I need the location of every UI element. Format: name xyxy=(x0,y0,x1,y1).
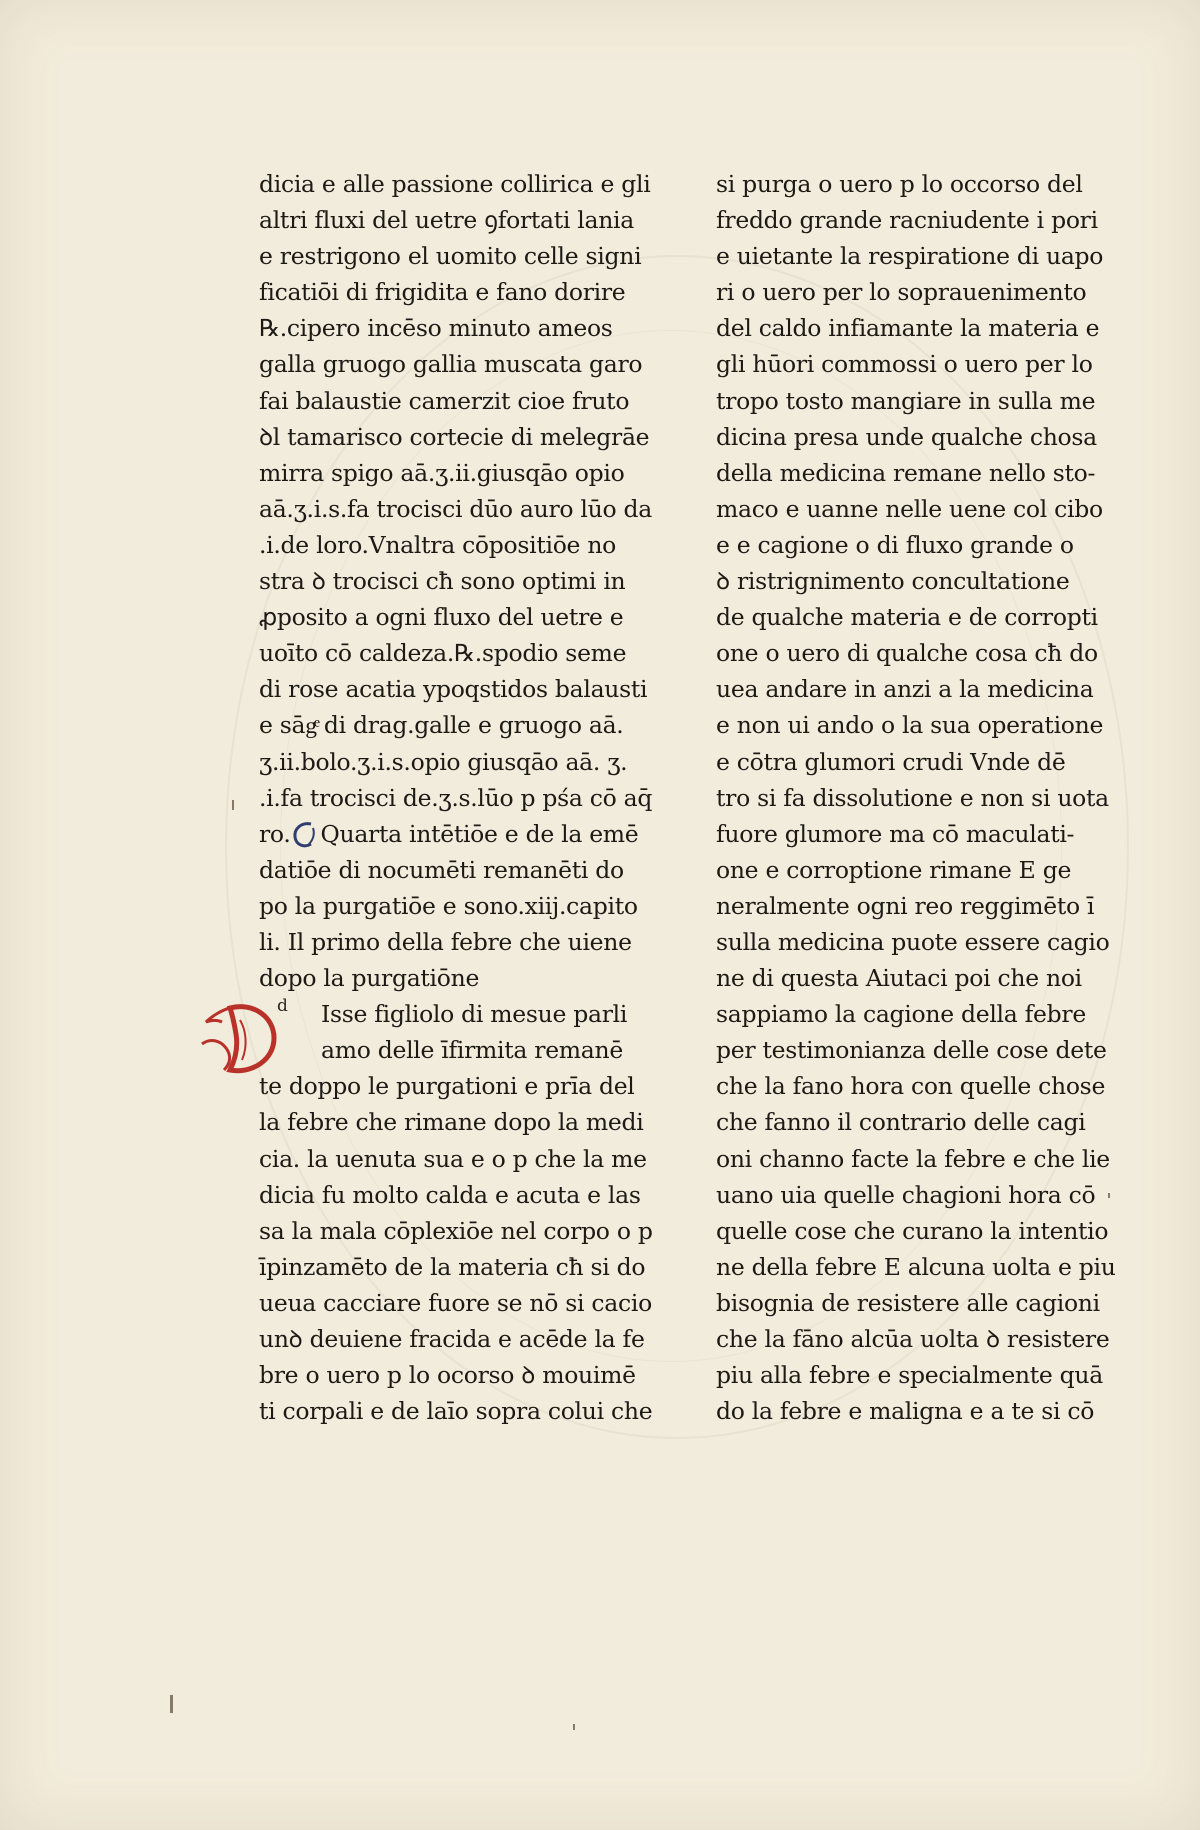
text-line: ʒ.ii.bolo.ʒ.i.s.opio giusqāo aā. ʒ. xyxy=(259,747,628,776)
left-text-column xyxy=(259,166,653,1429)
text-line: ꝺ ristrignimento concultatione xyxy=(716,567,1070,596)
text-line: .i.de loro.Vnaltra cōpositiōe no xyxy=(259,530,617,559)
text-line: tro si fa dissolutione e non si uota xyxy=(716,783,1109,812)
text-line: cia. la uenuta sua e o p che la me xyxy=(259,1144,647,1173)
text-line: uoīto cō caldeza.℞.spodio seme xyxy=(259,639,627,668)
red-initial-d-icon xyxy=(200,1000,280,1076)
text-line: li. Il primo della febre che uiene xyxy=(259,927,632,956)
ink-speck xyxy=(1108,1193,1110,1198)
text-line: freddo grande racniudente i pori xyxy=(716,206,1098,235)
text-line: piu alla febre e specialmente quā xyxy=(716,1361,1103,1390)
guide-letter: d xyxy=(277,996,288,1016)
text-line: ꝺl tamarisco cortecie di melegrāe xyxy=(259,422,650,451)
text-line: che la fano hora con quelle chose xyxy=(716,1072,1106,1101)
text-line: per testimonianza delle cose dete xyxy=(716,1036,1107,1065)
text-line: e e cagione o di fluxo grande o xyxy=(716,530,1074,559)
text-line: ti corpali e de laīo sopra colui che xyxy=(259,1397,653,1426)
text-line: dopo la purgatiōne xyxy=(259,964,480,993)
text-line: īpinzamēto de la materia cħ si do xyxy=(259,1252,646,1281)
text-line: dicia e alle passione collirica e gli xyxy=(259,170,651,198)
text-line: ficatiōi di frigidita e fano dorire xyxy=(259,278,626,307)
text-line: aā.ʒ.i.s.fa trocisci dūo auro lūo da xyxy=(259,494,652,523)
text-line: quelle cose che curano la intentio xyxy=(716,1216,1109,1245)
text-line: fuore glumore ma cō maculati- xyxy=(716,819,1075,848)
text-line: di rose acatia ypoqstidos balausti xyxy=(259,675,648,704)
line-prefix: ro. xyxy=(259,819,291,848)
text-line: uano uia quelle chagioni hora cō xyxy=(716,1180,1096,1209)
text-line-quarta xyxy=(259,816,639,852)
ink-speck xyxy=(573,1724,575,1730)
text-line: la febre che rimane dopo la medi xyxy=(259,1108,644,1137)
text-line: te doppo le purgationi e prīa del xyxy=(259,1072,635,1101)
ink-speck xyxy=(170,1695,173,1713)
text-line: altri fluxi del uetre ꝯfortati lania xyxy=(259,206,634,235)
text-line: one o uero di qualche cosa cħ do xyxy=(716,639,1098,668)
text-line: fai balaustie camerzit cioe fruto xyxy=(259,386,630,415)
text-line: datiōe di nocumēti remanēti do xyxy=(259,855,624,884)
right-text-column xyxy=(716,166,1116,1429)
text-line: tropo tosto mangiare in sulla me xyxy=(716,386,1096,415)
text-line: sappiamo la cagione della febre xyxy=(716,1000,1086,1029)
text-line: del caldo infiamante la materia e xyxy=(716,314,1100,343)
text-line: maco e uanne nelle uene col cibo xyxy=(716,494,1103,523)
text-line: neralmente ogni reo reggimēto ī xyxy=(716,891,1095,920)
text-line: che la fāno alcūa uolta ꝺ resistere xyxy=(716,1325,1110,1353)
text-line: bre o uero p lo ocorso ꝺ mouimē xyxy=(259,1361,636,1390)
text-line: po la purgatiōe e sono.xiij.capito xyxy=(259,891,638,920)
text-line: ri o uero per lo soprauenimento xyxy=(716,278,1087,307)
text-line: ne di questa Aiutaci poi che noi xyxy=(716,964,1082,993)
text-line: dicina presa unde qualche chosa xyxy=(716,422,1097,451)
text-line: oni channo facte la febre e che lie xyxy=(716,1144,1110,1173)
text-line: mirra spigo aā.ʒ.ii.giusqāo opio xyxy=(259,458,625,487)
text-line: de qualche materia e de corropti xyxy=(716,603,1098,632)
text-line: ꝓposito a ogni fluxo del uetre e xyxy=(259,603,624,632)
quarta-heading-text: Quarta intētiōe e de la emē xyxy=(320,819,639,848)
text-line: che fanno il contrario delle cagi xyxy=(716,1108,1086,1137)
text-line: ne della febre E alcuna uolta e piu xyxy=(716,1252,1116,1281)
text-line: si purga o uero p lo occorso del xyxy=(716,170,1083,198)
text-line: do la febre e maligna e a te si cō xyxy=(716,1397,1095,1426)
text-line: e cōtra glumori crudi Vnde dē xyxy=(716,747,1066,776)
text-line: sulla medicina puote essere cagio xyxy=(716,927,1110,956)
text-line: gli hūori commossi o uero per lo xyxy=(716,350,1093,379)
text-line: one e corroptione rimane E ge xyxy=(716,855,1072,884)
text-line: stra ꝺ trocisci cħ sono optimi in xyxy=(259,567,626,596)
text-line: uea andare in anzi a la medicina xyxy=(716,675,1094,704)
text-line: e sāgͤ di drag.galle e gruogo aā. xyxy=(259,711,624,740)
text-line: e restrigono el uomito celle signi xyxy=(259,242,642,271)
text-line: sa la mala cōplexiōe nel corpo o p xyxy=(259,1216,653,1245)
text-line: della medicina remane nello sto- xyxy=(716,458,1096,487)
text-line: ℞.cipero incēso minuto ameos xyxy=(259,314,613,343)
text-line: .i.fa trocisci de.ʒ.s.lūo p pśa cō aq̄ xyxy=(259,783,653,812)
text-line: e uietante la respiratione di uapo xyxy=(716,242,1104,271)
text-line: amo delle īfirmita remanē xyxy=(321,1036,623,1065)
paragraph-capital-icon xyxy=(291,820,317,850)
ink-speck xyxy=(232,800,234,810)
text-line: e non ui ando o la sua operatione xyxy=(716,711,1104,740)
text-line: unꝺ deuiene fracida e acēde la fe xyxy=(259,1325,645,1353)
text-line: galla gruogo gallia muscata garo xyxy=(259,350,643,379)
text-line: Isse figliolo di mesue parli xyxy=(321,1000,628,1029)
text-line: ueua cacciare fuore se nō si cacio xyxy=(259,1288,652,1317)
text-line: bisognia de resistere alle cagioni xyxy=(716,1288,1100,1317)
text-line: dicia fu molto calda e acuta e las xyxy=(259,1180,641,1209)
